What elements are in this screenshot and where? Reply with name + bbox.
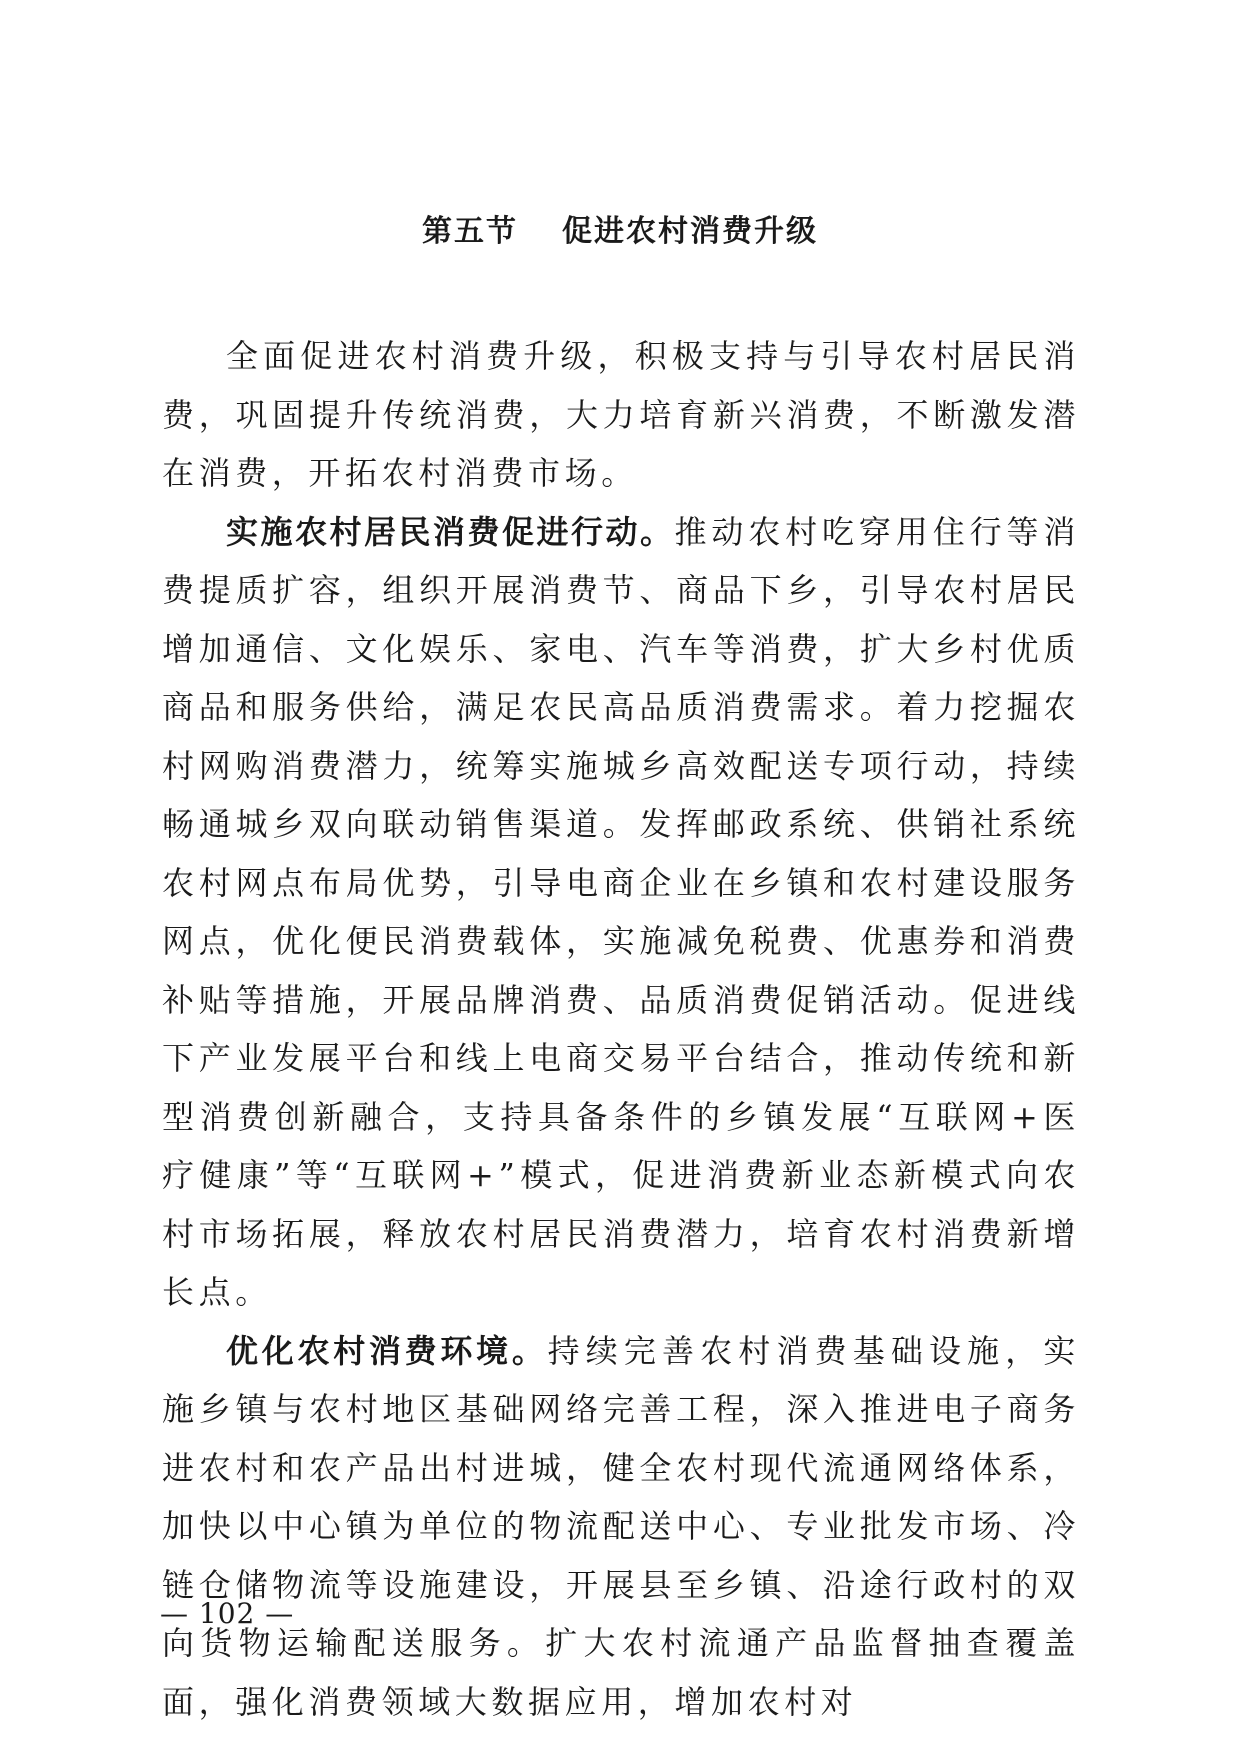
paragraph-text: 全面促进农村消费升级，积极支持与引导农村居民消费，巩固提升传统消费，大力培育新兴消费，不断激发潜在消费，开拓农村消费市场。 xyxy=(162,337,1080,492)
paragraph-lead-heading: 优化农村消费环境。 xyxy=(226,1331,548,1370)
section-heading xyxy=(0,210,1240,254)
paragraph-text: 推动农村吃穿用住行等消费提质扩容，组织开展消费节、商品下乡，引导农村居民增加通信、文化娱乐、家电、汽车等消费，扩大乡村优质商品和服务供给，满足农民高品质消费需求。着力挖掘农村网购消费潜力，统筹实施城乡高效配送专项行动，持续畅通城乡双向联动销售渠道。发挥邮政系统、供销社系统农村网点布局优势，引导电商企业在乡镇和农村建设服务网点，优化便民消费载体，实施减免税费、优惠券和消费补贴等措施，开展品牌消费、品质消费促销活动。促进线下产业发展平台和线上电商交易平台结合，推动传统和新型消费创新融合，支持具备条件的乡镇发展“互联网+医疗健康”等“互联网+”模式，促进消费新业态新模式向农村市场拓展，释放农村居民消费潜力，培育农村消费新增长点。 xyxy=(162,512,1080,1311)
section-number: 第五节 xyxy=(422,214,518,249)
paragraph-text: 持续完善农村消费基础设施，实施乡镇与农村地区基础网络完善工程，深入推进电子商务进农村和农产品出村进城，健全农村现代流通网络体系，加快以中心镇为单位的物流配送中心、专业批发市场、冷链仓储物流等设施建设，开展县至乡镇、沿途行政村的双向货物运输配送服务。扩大农村流通产品监督抽查覆盖面，强化消费领域大数据应用，增加农村对 xyxy=(162,1331,1080,1721)
body-text xyxy=(162,327,1080,1731)
section-title: 促进农村消费升级 xyxy=(562,214,818,249)
paragraph-consumption-environment xyxy=(162,1322,1080,1732)
paragraph-lead-heading: 实施农村居民消费促进行动。 xyxy=(226,512,675,551)
page-number: — 102 — xyxy=(160,1597,295,1630)
paragraph-intro xyxy=(162,327,1080,503)
paragraph-consumption-promotion xyxy=(162,503,1080,1322)
